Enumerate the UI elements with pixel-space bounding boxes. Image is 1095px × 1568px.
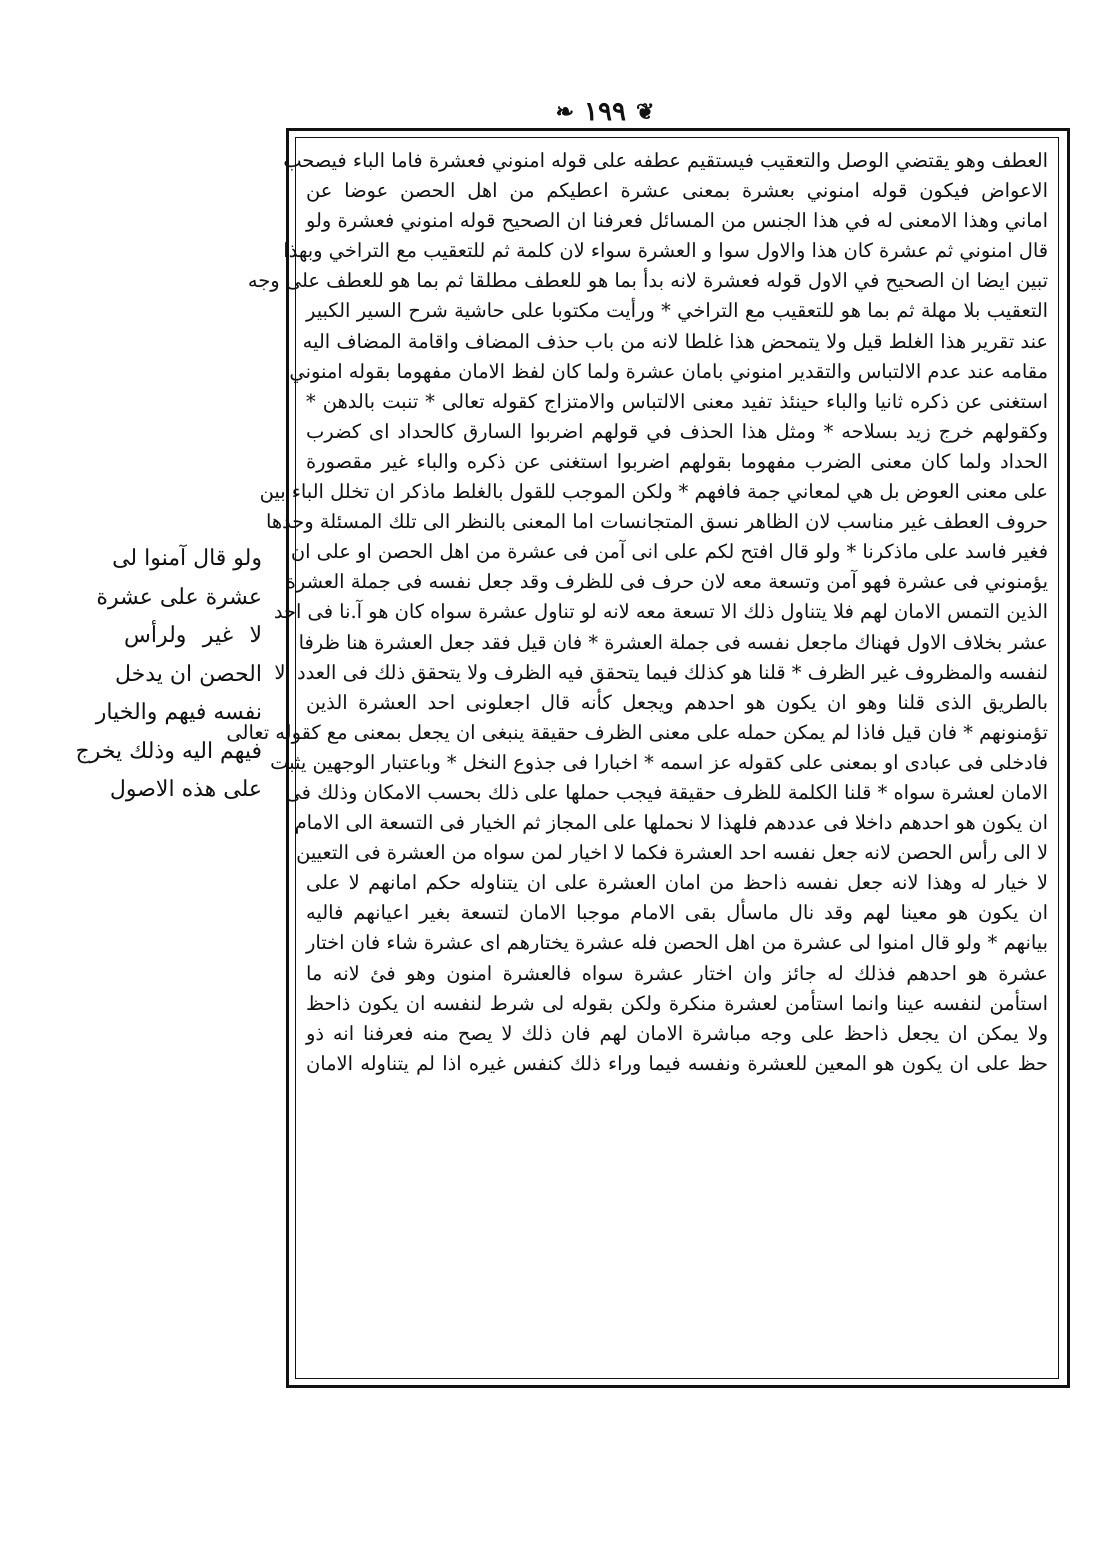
margin-note-line: ولو قال آمنوا لى — [112, 546, 262, 571]
text-line: يؤمنوني فى عشرة فهو آمن وتسعة معه لان حرف فى للظرف وقد جعل نفسه فى جملة العشرة — [285, 570, 1048, 594]
margin-note-text — [75, 540, 262, 810]
margin-note-line: نفسه فيهم والخيار — [95, 700, 262, 725]
page-number — [545, 92, 665, 132]
text-line: لا الى رأس الحصن لانه جعل نفسه احد العشرة فكما لا اخيار لمن سواه من العشرة فى التعيين — [296, 841, 1048, 865]
text-line: عشر بخلاف الاول فهناك ماجعل نفسه فى جملة العشرة * فان قيل فقد جعل العشرة هنا ظرفا — [298, 630, 1048, 654]
text-line: بيانهم * ولو قال امنوا لى عشرة من اهل الحصن فله عشرة يختارهم اى عشرة شاء فان اختار — [306, 931, 1048, 955]
margin-note-line: لا غير ولرأس — [124, 623, 262, 648]
margin-note-line: الحصن ان يدخل — [114, 661, 262, 687]
text-line: لا خيار له وهذا لانه جعل نفسه ذاحظ من امان العشرة على ان يتناوله حكم امانهم لا على — [306, 871, 1048, 895]
text-line: بالطريق الذى قلنا وهو ان يكون هو احدهم ويجعل كأنه قال اجعلونى احد العشرة الذين — [306, 690, 1048, 714]
text-line: التعقيب بلا مهلة ثم بما هو للتعقيب مع التراخي * ورأيت مكتوبا على حاشية شرح السير الكبير — [306, 299, 1048, 323]
text-line: قال امنوني ثم عشرة كان هذا والاول سوا و العشرة سواء لان كلمة ثم للتعقيب مع التراخي وبهذا — [283, 239, 1048, 263]
text-line: لنفسه والمظروف غير الظرف * قلنا هو كذلك فيما يتحقق فيه الظرف ولا يتحقق ذلك فى العدد الا — [274, 660, 1048, 684]
text-line: مقامه عند عدم الالتباس والتقدير امنوني بامان عشرة ولما كان لفظ الامان مفهوما بقوله امنوني — [289, 359, 1048, 383]
ornament-right-icon: ❧ — [555, 99, 575, 125]
text-line: عند تقرير هذا الغلط قيل ولا يتمحض هذا غلطا لانه من باب حذف المضاف واقامة المضاف اليه — [302, 329, 1048, 353]
text-line: الحداد ولما كان معنى الضرب مفهوما بقولهم اضربوا استغنى عن ذكره والباء غير مقصورة — [306, 449, 1048, 473]
text-line: الاعواض فيكون قوله امنوني بعشرة بمعنى عشرة اعطيكم من اهل الحصن عوضا عن — [306, 179, 1048, 203]
text-line: تبين ايضا ان الصحيح في الاول قوله فعشرة لانه بدأ بما هو للعطف مطلقا ثم بما هو للعطف على وجه — [247, 269, 1048, 293]
text-line: على معنى العوض بل هي لمعاني جمة فافهم * ولكن الموجب للقول بالغلط ماذكر ان تخلل الباء بين — [259, 480, 1048, 504]
text-line: استغنى عن ذكره ثانيا والباء حينئذ تفيد معنى الالتباس والامتزاج كقوله تعالى * تنبت بالدهن * — [306, 389, 1048, 413]
text-line: فادخلى فى عبادى او بمعنى على كقوله عز اسمه * اخبارا فى جذوع النخل * وباعتبار الوجهين يثبت — [270, 750, 1048, 774]
text-line: عشرة هو احدهم فذلك له جائز وان اختار عشرة سواه فالعشرة امنون وهو فئ لانه ما — [306, 961, 1048, 985]
text-line: استأمن لنفسه عينا وانما استأمن لعشرة منكرة ولكن بقوله لى شرط لنفسه ان يكون ذاحظ — [306, 991, 1048, 1015]
text-line: اماني وهذا الامعنى له في هذا الجنس من المسائل فعرفنا ان الصحيح قوله امنوني فعشرة ولو — [306, 209, 1048, 233]
text-line: الامان لعشرة سواه * قلنا الكلمة للظرف حقيقة فيجب حملها على ذلك بحسب الامكان وذلك فى — [285, 780, 1048, 804]
text-line: العطف وهو يقتضي الوصل والتعقيب فيستقيم عطفه على قوله امنوني فعشرة فاما الباء فيصحب — [283, 149, 1048, 172]
text-line: فغير فاسد على ماذكرنا * ولو قال افتح لكم على انى آمن فى عشرة من اهل الحصن او على ان — [290, 540, 1048, 564]
margin-note-line: على هذه الاصول — [109, 777, 262, 802]
text-line: حروف العطف غير مناسب لان الظاهر نسق المتجانسات اما المعنى بالنظر الى تلك المسئلة وحدها — [265, 510, 1048, 534]
page-number-text: ١٩٩ — [584, 97, 626, 127]
main-text-block — [226, 146, 1048, 1376]
text-line: تؤمنونهم * فان قيل فاذا لم يمكن حمله على معنى الظرف حقيقة ينبغى ان يجعل بمعنى مع كقوله تعالى — [226, 720, 1048, 744]
text-line: ان يكون هو احدهم داخلا فى عددهم فلهذا لا نحملها على المجاز ثم الخيار فى التسعة الى الامام — [294, 811, 1048, 835]
text-line: وكقولهم خرج زيد بسلاحه * ومثل هذا الحذف في قولهم اضربوا السارق كالحداد اى كضرب — [306, 419, 1048, 443]
text-line: ان يكون هو معينا لهم وقد نال ماسأل بقى الامام موجبا الامان لتسعة بغير اعيانهم فاليه — [306, 901, 1048, 925]
text-line: حظ على ان يكون هو المعين للعشرة ونفسه فيما وراء ذلك كنفس غيره اذا لم يتناوله الامان — [306, 1051, 1048, 1075]
text-line: ولا يمكن ان يجعل ذاحظ على وجه مباشرة الامان لهم فان ذلك لا يصح منه فعرفنا انه ذو — [306, 1021, 1048, 1045]
margin-note-line: عشرة على عشرة — [96, 584, 262, 610]
text-line: الذين التمس الامان لهم فلا يتناول ذلك الا تسعة معه لانه لو تناول عشرة سواه كان هو آ.نا فى احد — [273, 600, 1048, 624]
ornament-left-icon: ❦ — [635, 99, 655, 125]
margin-note-line: فيهم اليه وذلك يخرج — [75, 738, 262, 764]
